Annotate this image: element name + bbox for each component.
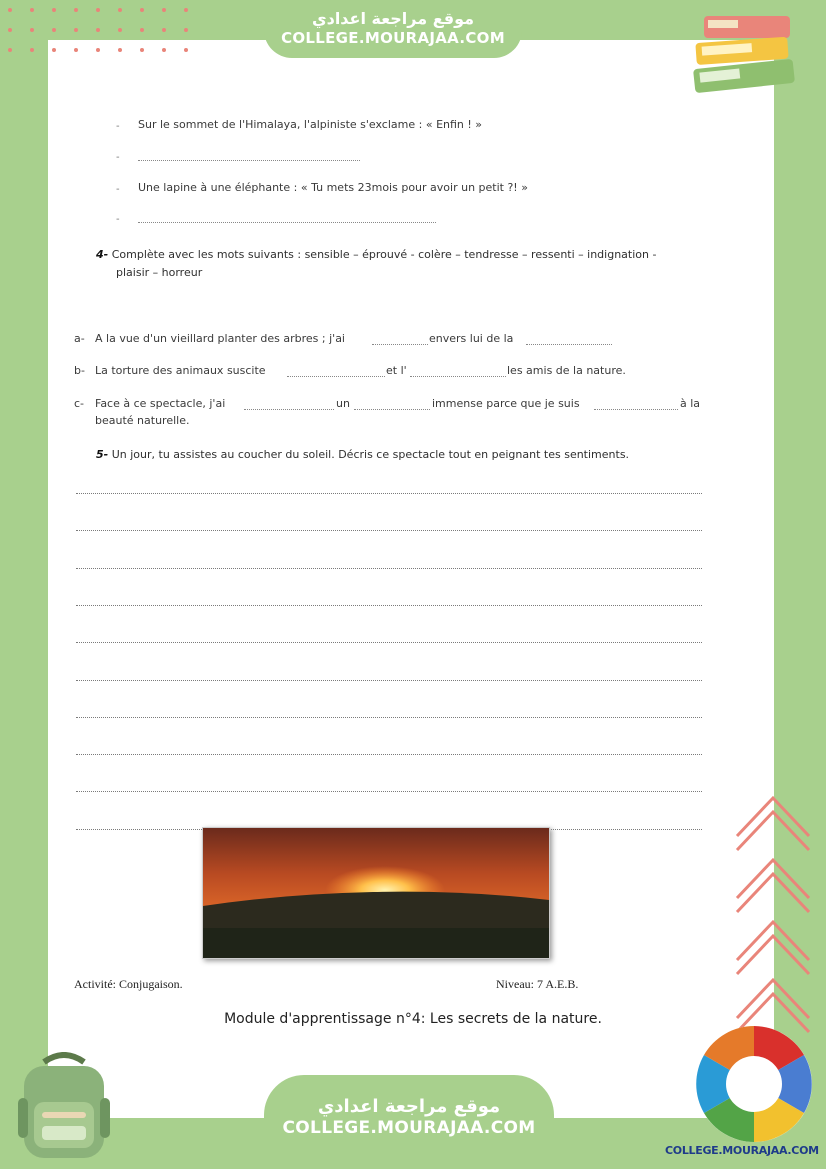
- item-letter: c-: [74, 397, 85, 410]
- blank-field[interactable]: [594, 409, 678, 410]
- writing-line[interactable]: [76, 530, 702, 531]
- answer-line[interactable]: [138, 222, 436, 223]
- header-tab: [264, 0, 522, 58]
- writing-line[interactable]: [76, 605, 702, 606]
- footer-site[interactable]: COLLEGE.MOURAJAA.COM: [282, 1118, 536, 1138]
- bullet-icon: -: [116, 184, 120, 195]
- writing-line[interactable]: [76, 717, 702, 718]
- footer-tab: [264, 1075, 554, 1169]
- exercise5-instruction: [96, 448, 629, 461]
- writing-line[interactable]: [76, 791, 702, 792]
- header-site[interactable]: COLLEGE.MOURAJAA.COM: [281, 29, 505, 47]
- exercise5-instruction-text: Un jour, tu assistes au coucher du soleil. Décris ce spectacle tout en peignant tes sentiments.: [111, 448, 630, 461]
- item-c-part3: immense parce que je suis: [432, 397, 580, 410]
- item-c-part1: Face à ce spectacle, j'ai: [95, 397, 226, 410]
- site-logo-label: COLLEGE.MOURAJAA.COM: [665, 1144, 819, 1157]
- bullet-icon: -: [116, 121, 120, 132]
- exercise5-number: 5-: [96, 448, 109, 461]
- exercise4-instruction-line1: Complète avec les mots suivants : sensible – éprouvé - colère – tendresse – ressenti – indignation -: [111, 248, 657, 261]
- item-c-part2: un: [336, 397, 350, 410]
- writing-line[interactable]: [76, 493, 702, 494]
- exercise4-number: 4-: [96, 248, 109, 261]
- item-c-continuation: beauté naturelle.: [95, 414, 190, 427]
- module-title: Module d'apprentissage n°4: Les secrets de la nature.: [224, 1011, 602, 1027]
- item-letter: a-: [74, 332, 85, 345]
- blank-field[interactable]: [526, 344, 612, 345]
- books-icon: [690, 8, 810, 98]
- blank-field[interactable]: [354, 409, 430, 410]
- bullet-icon: -: [116, 214, 120, 225]
- level-label: Niveau: 7 A.E.B.: [496, 977, 579, 991]
- item-b-part2: et l': [386, 364, 407, 377]
- writing-line[interactable]: [76, 680, 702, 681]
- item-b-part1: La torture des animaux suscite: [95, 364, 266, 377]
- item-a-part1: A la vue d'un vieillard planter des arbres ; j'ai: [95, 332, 345, 345]
- chevron-up-icon: [733, 792, 813, 1052]
- exercise4-instruction: [96, 248, 716, 261]
- exercise3-item-1: Sur le sommet de l'Himalaya, l'alpiniste s'exclame : « Enfin ! »: [138, 118, 483, 131]
- writing-line[interactable]: [76, 568, 702, 569]
- site-logo-icon: [694, 1024, 814, 1144]
- answer-line[interactable]: [138, 160, 360, 161]
- item-b-part3: les amis de la nature.: [507, 364, 626, 377]
- blank-field[interactable]: [244, 409, 334, 410]
- item-c-part4: à la: [680, 397, 701, 410]
- bullet-icon: -: [116, 152, 120, 163]
- sunset-image: [202, 827, 550, 959]
- exercise3-item-2: Une lapine à une éléphante : « Tu mets 23mois pour avoir un petit ?! »: [138, 181, 528, 194]
- exercise4-instruction-line2: plaisir – horreur: [116, 266, 203, 279]
- writing-line[interactable]: [76, 754, 702, 755]
- header-arabic: موقع مراجعة اعدادي: [311, 9, 475, 28]
- item-a-part2: envers lui de la: [429, 332, 514, 345]
- blank-field[interactable]: [287, 376, 385, 377]
- blank-field[interactable]: [410, 376, 506, 377]
- writing-line[interactable]: [76, 642, 702, 643]
- activity-label: Activité: Conjugaison.: [74, 977, 183, 991]
- item-letter: b-: [74, 364, 85, 377]
- backpack-icon: [14, 1052, 114, 1164]
- blank-field[interactable]: [372, 344, 428, 345]
- footer-arabic: موقع مراجعة اعدادي: [317, 1096, 501, 1117]
